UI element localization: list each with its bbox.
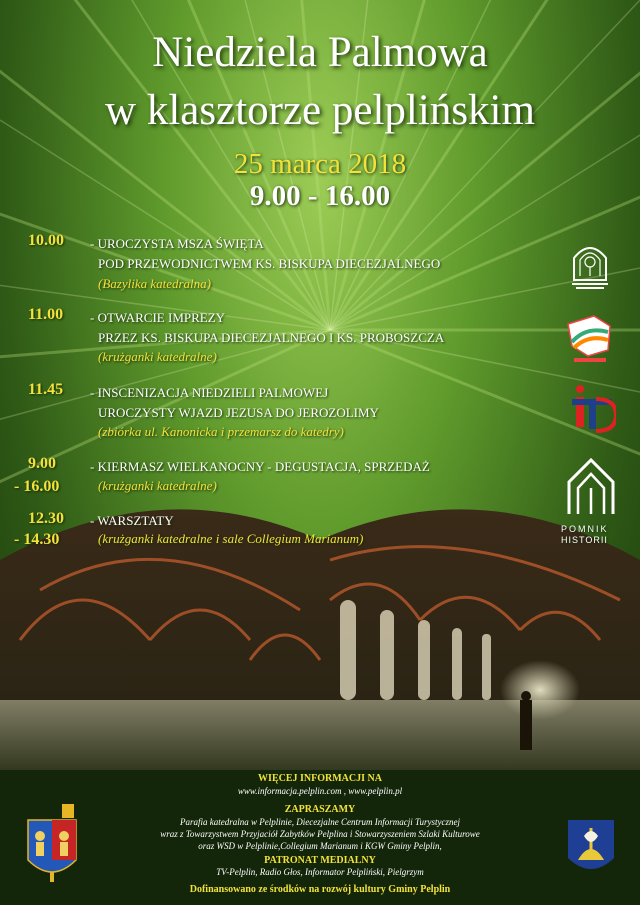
program-time: 9.00 (28, 455, 56, 472)
invite-line: Parafia katedralna w Pelplinie, Diecezjalne Centrum Informacji Turystycznej (180, 817, 460, 827)
program-location: (krużganki katedralne) (98, 478, 217, 493)
more-info-heading: WIĘCEJ INFORMACJI NA (258, 773, 382, 784)
program-time-end: - 14.30 (14, 531, 60, 548)
program-subtitle: PRZEZ KS. BISKUPA DIECEZJALNEGO I KS. PROBOSZCZA (98, 330, 445, 345)
program-title: - UROCZYSTA MSZA ŚWIĘTA (90, 236, 264, 251)
event-hours: 9.00 - 16.00 (249, 180, 391, 212)
program-time: 12.30 (28, 510, 64, 527)
more-info-links: www.informacja.pelplin.com , www.pelplin.pl (237, 786, 403, 796)
program-title: - KIERMASZ WIELKANOCNY - DEGUSTACJA, SPRZEDAŻ (90, 459, 430, 474)
program-subtitle: UROCZYSTY WJAZD JEZUSA DO JEROZOLIMY (98, 405, 379, 420)
it-tourist-info-logo-icon (570, 383, 616, 435)
program-title: - INSCENIZACJA NIEDZIELI PALMOWEJ (90, 385, 329, 400)
historic-monument-label: HISTORII (561, 535, 608, 545)
program-time: 11.00 (28, 306, 64, 323)
program-location: (krużganki katedralne) (98, 349, 217, 364)
page-title-line1: Niedziela Palmowa (152, 29, 488, 76)
program-time: 11.45 (28, 381, 64, 398)
program-time-end: - 16.00 (14, 478, 60, 495)
program-title: - OTWARCIE IMPREZY (90, 310, 226, 325)
media-patronage-heading: PATRONAT MEDIALNY (264, 855, 376, 866)
invite-heading: ZAPRASZAMY (284, 804, 356, 815)
monuments-society-logo-icon (566, 236, 614, 292)
program-location: (zbiórka ul. Kanonicka i przemarsz do katedry) (98, 424, 344, 439)
event-date: 25 marca 2018 (233, 148, 407, 180)
historic-monument-logo-icon (564, 458, 618, 522)
historic-monument-label: POMNIK (561, 524, 609, 534)
program-subtitle: POD PRZEWODNICTWEM KS. BISKUPA DIECEZJALNEGO (98, 256, 441, 271)
invite-line: wraz z Towarzystwem Przyjaciół Zabytków Pelplina i Stowarzyszeniem Szlaki Kulturowe (160, 829, 480, 839)
invite-line: oraz WSD w Pelplinie,Collegium Marianum i KGW Gminy Pelplin, (198, 841, 442, 851)
cultural-routes-logo-icon (564, 312, 616, 364)
media-patronage-list: TV-Pelplin, Radio Głos, Informator Pelpliński, Pielgrzym (216, 867, 424, 877)
program-location: (krużganki katedralne i sale Collegium Marianum) (98, 531, 364, 546)
program-location: (Bazylika katedralna) (98, 276, 211, 291)
program-time: 10.00 (28, 232, 64, 249)
funding-note: Dofinansowano ze środków na rozwój kultury Gminy Pelplin (189, 884, 451, 895)
page-title-line2: w klasztorze pelplińskim (105, 87, 535, 134)
program-title: - WARSZTATY (90, 513, 174, 528)
